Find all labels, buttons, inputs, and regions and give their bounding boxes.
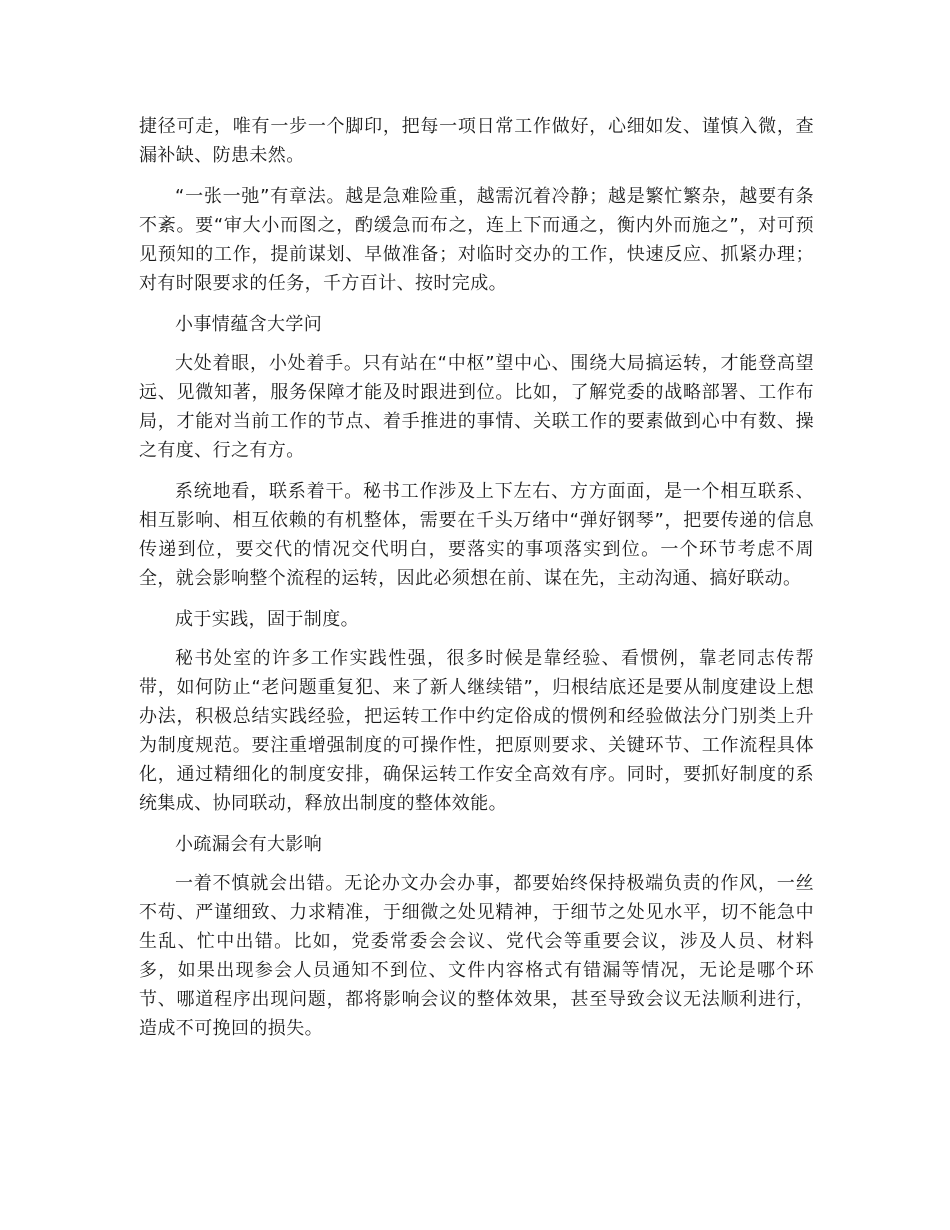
paragraph-body: 秘书处室的许多工作实践性强，很多时候是靠经验、看惯例，靠老同志传帮带，如何防止“老问题重复犯、来了新人继续错”，归根结底还是要从制度建设上想办法，积极总结实践经验，把运转工作中约定俗成的惯例和经验做法分门别类上升为制度规范。要注重增强制度的可操作性，把原则要求、关键环节、工作流程具体化，通过精细化的制度安排，确保运转工作安全高效有序。同时，要抓好制度的系统集成、协同联动，释放出制度的整体效能。 xyxy=(139,648,814,814)
paragraph-body: “一张一弛”有章法。越是急难险重，越需沉着冷静；越是繁忙繁杂，越要有条不紊。要“审大小而图之，酌缓急而布之，连上下而通之，衡内外而施之”，对可预见预知的工作，提前谋划、早做准备；对临时交办的工作，快速反应、抓紧办理；对有时限要求的任务，千方百计、按时完成。 xyxy=(139,186,814,294)
section-heading: 小疏漏会有大影响 xyxy=(175,834,323,855)
paragraph-body: 大处着眼，小处着手。只有站在“中枢”望中心、围绕大局搞运转，才能登高望远、见微知著，服务保障才能及时跟进到位。比如，了解党委的战略部署、工作布局，才能对当前工作的节点、着手推进的事情、关联工作的要素做到心中有数、操之有度、行之有方。 xyxy=(139,353,814,461)
section-heading: 小事情蕴含大学问 xyxy=(175,314,323,335)
paragraph-body: 一着不慎就会出错。无论办文办会办事，都要始终保持极端负责的作风，一丝不苟、严谨细致、力求精准，于细微之处见精神，于细节之处见水平，切不能急中生乱、忙中出错。比如，党委常委会会议、党代会等重要会议，涉及人员、材料多，如果出现参会人员通知不到位、文件内容格式有错漏等情况，无论是哪个环节、哪道程序出现问题，都将影响会议的整体效果，甚至导致会议无法顺利进行，造成不可挽回的损失。 xyxy=(139,873,814,1039)
paragraph-body: 系统地看，联系着干。秘书工作涉及上下左右、方方面面，是一个相互联系、相互影响、相互依赖的有机整体，需要在千头万绪中“弹好钢琴”，把要传递的信息传递到位，要交代的情况交代明白，要落实的事项落实到位。一个环节考虑不周全，就会影响整个流程的运转，因此必须想在前、谋在先，主动沟通、搞好联动。 xyxy=(139,481,814,589)
paragraph-continued: 捷径可走，唯有一步一个脚印，把每一项日常工作做好，心细如发、谨慎入微，查漏补缺、防患未然。 xyxy=(139,116,814,166)
section-heading: 成于实践，固于制度。 xyxy=(175,609,359,630)
document-body xyxy=(139,112,814,1055)
